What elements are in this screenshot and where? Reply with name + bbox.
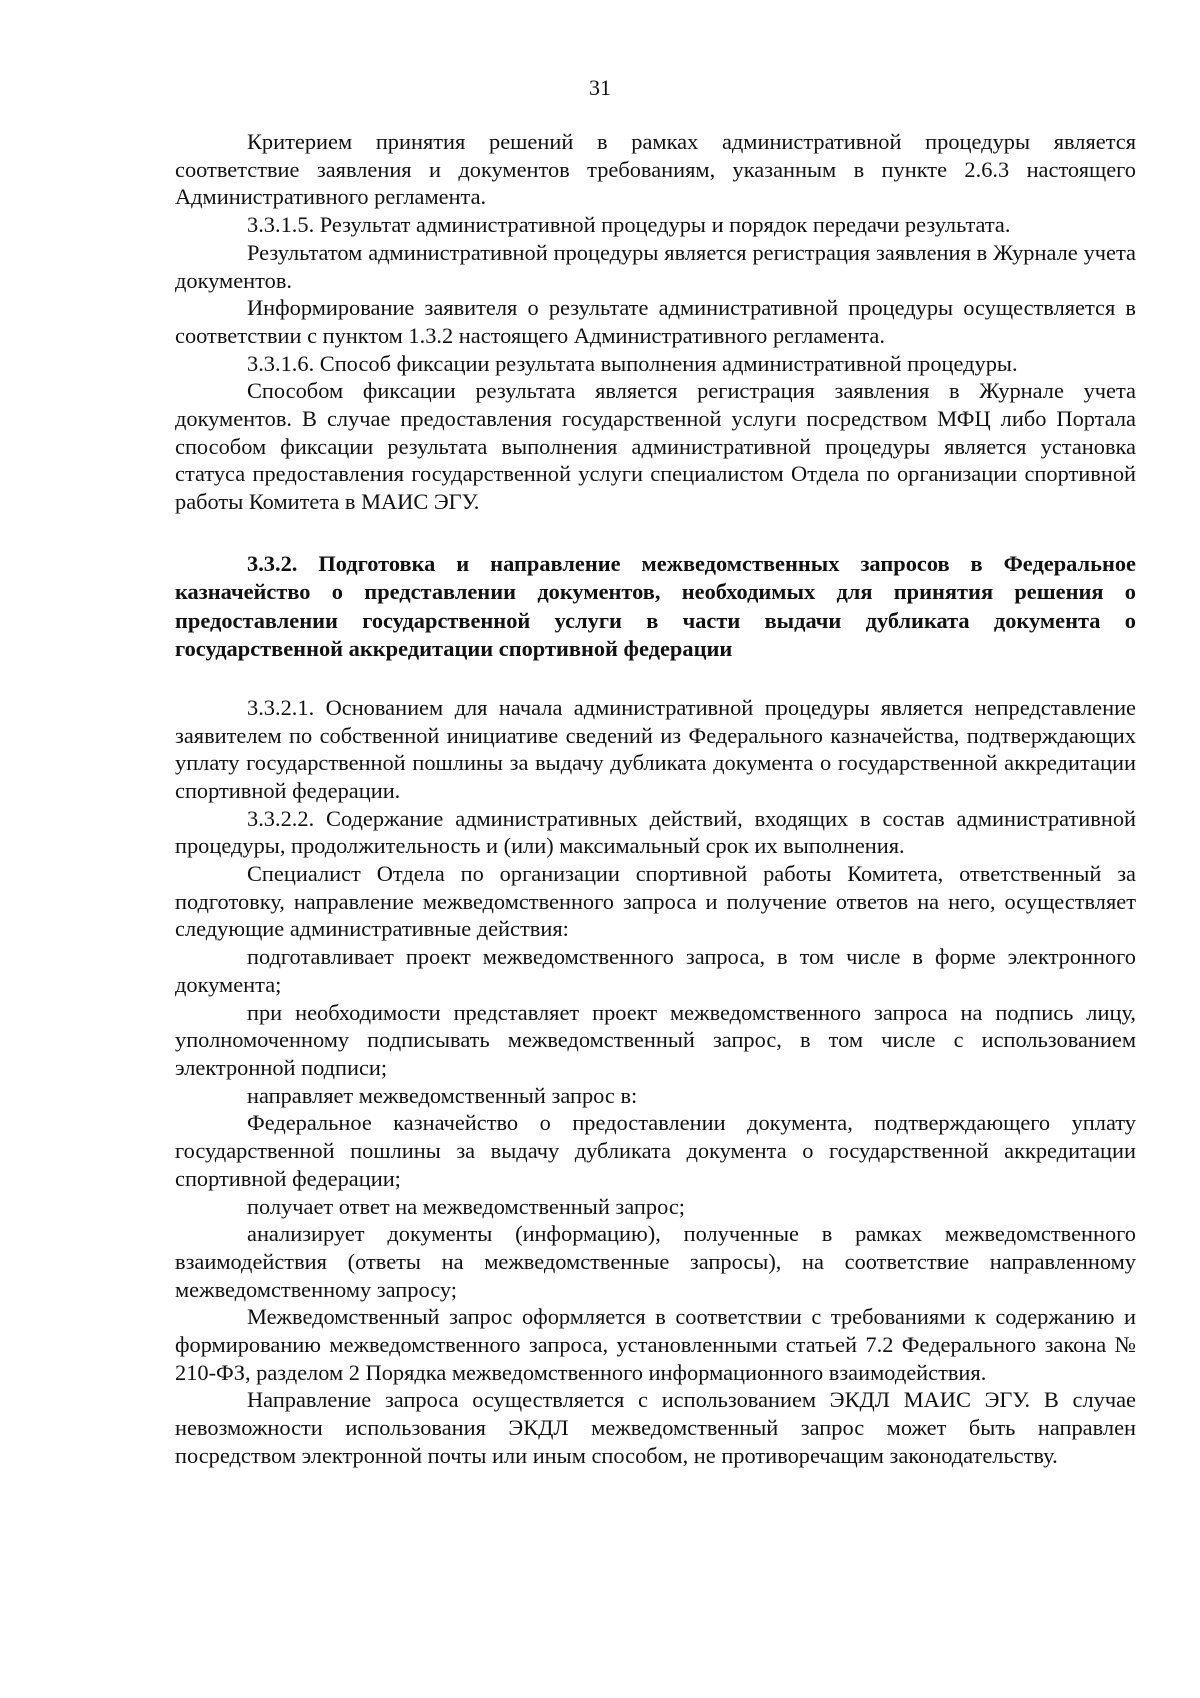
paragraph: направляет межведомственный запрос в: — [247, 1082, 638, 1108]
paragraph: Результатом административной процедуры является регистрация заявления в Журнале учета документов. — [175, 239, 1136, 293]
page-number: 31 — [589, 75, 611, 100]
paragraph: Способом фиксации результата является регистрация заявления в Журнале учета документов. В случае предоставления государственной услуги посредством МФЦ либо Портала способом фиксации результата выполнения административной процедуры является установка статуса предоставления государственной услуги специалистом Отдела по организации спортивной работы Комитета в МАИС ЭГУ. — [175, 378, 1136, 515]
paragraph: 3.3.2.2. Содержание административных действий, входящих в состав административной процедуры, продолжительность и (или) максимальный срок их выполнения. — [175, 805, 1136, 859]
paragraph: Федеральное казначейство о предоставлении документа, подтверждающего уплату государственной пошлины за выдачу дубликата документа о государственной аккредитации спортивной федерации; — [175, 1110, 1136, 1191]
paragraph: 3.3.1.6. Способ фиксации результата выполнения административной процедуры. — [247, 350, 1018, 376]
paragraph: Межведомственный запрос оформляется в соответствии с требованиями к содержанию и формированию межведомственного запроса, установленными статьей 7.2 Федерального закона № 210-ФЗ, разделом 2 Порядка межведомственного информационного взаимодействия. — [175, 1304, 1136, 1385]
paragraph: Критерием принятия решений в рамках административной процедуры является соответствие заявления и документов требованиям, указанным в пункте 2.6.3 настоящего Административного регламента. — [175, 129, 1136, 210]
paragraph: анализирует документы (информацию), полученные в рамках межведомственного взаимодействия (ответы на межведомственные запросы), на соответствие направленному межведомственному запросу; — [175, 1221, 1136, 1302]
paragraph: Информирование заявителя о результате административной процедуры осуществляется в соответствии с пунктом 1.3.2 настоящего Административного регламента. — [175, 295, 1136, 348]
paragraph: 3.3.2.1. Основанием для начала административной процедуры является непредставление заявителем по собственной инициативе сведений из Федерального казначейства, подтверждающих уплату государственной пошлины за выдачу дубликата документа о государственной аккредитации спортивной федерации. — [175, 694, 1136, 803]
paragraph: Направление запроса осуществляется с использованием ЭКДЛ МАИС ЭГУ. В случае невозможности использования ЭКДЛ межведомственный запрос может быть направлен посредством электронной почты или иным способом, не противоречащим законодательству. — [175, 1387, 1136, 1468]
section-heading: 3.3.2. Подготовка и направление межведомственных запросов в Федеральное казначейство о представлении документов, необходимых для принятия решения о предоставлении государственной услуги в части выдачи дубликата документа о государственной аккредитации спортивной федерации — [175, 550, 1136, 662]
paragraph: 3.3.1.5. Результат административной процедуры и порядок передачи результата. — [247, 212, 1011, 238]
paragraph: получает ответ на межведомственный запрос; — [247, 1193, 685, 1219]
document-body — [175, 128, 1136, 1470]
paragraph: подготавливает проект межведомственного запроса, в том числе в форме электронного документа; — [175, 944, 1136, 997]
paragraph: Специалист Отдела по организации спортивной работы Комитета, ответственный за подготовку, направление межведомственного запроса и получение ответов на него, осуществляет следующие административные действия: — [175, 861, 1136, 942]
paragraph: при необходимости представляет проект межведомственного запроса на подпись лицу, уполномоченному подписывать межведомственный запрос, в том числе с использованием электронной подписи; — [175, 999, 1136, 1080]
